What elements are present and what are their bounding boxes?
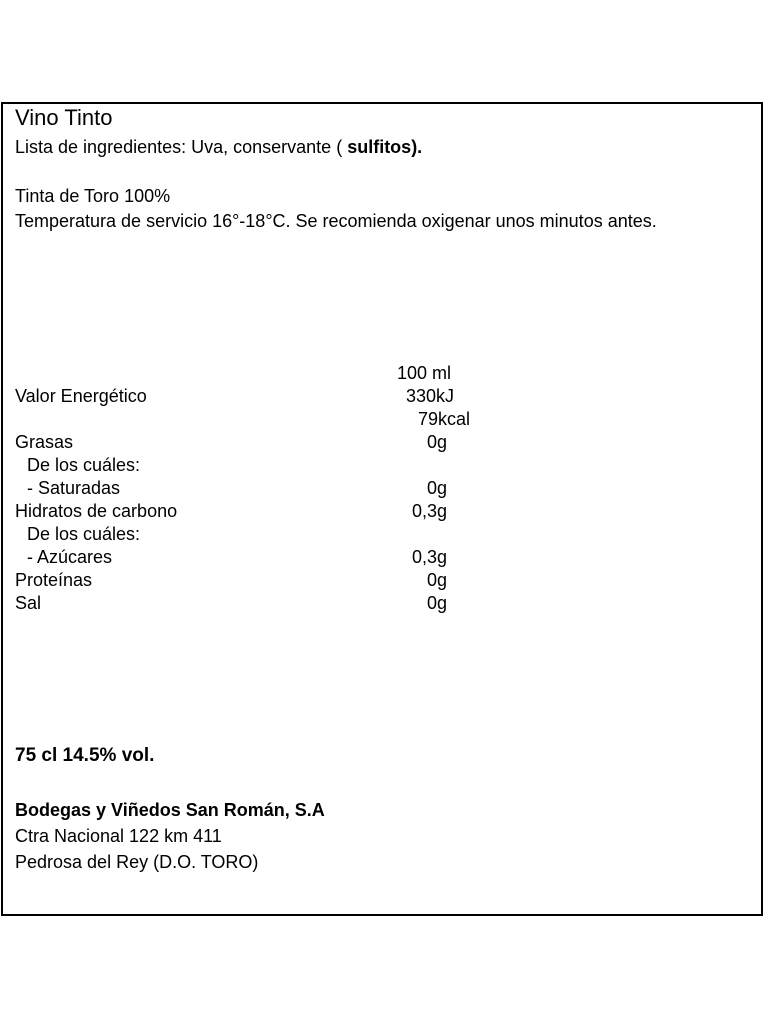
producer-address-line2: Pedrosa del Rey (D.O. TORO) <box>15 852 259 872</box>
nutrient-label: De los cuáles: <box>27 455 141 475</box>
nutrient-value: 0g <box>427 432 448 452</box>
energy-label: Valor Energético <box>15 386 147 406</box>
nutrient-label: Proteínas <box>15 570 93 590</box>
nutrient-value: 0g <box>427 593 448 613</box>
nutrient-value: 0g <box>427 570 448 590</box>
energy-kcal-value: 79kcal <box>418 409 471 429</box>
nutrient-label: Sal <box>15 593 42 613</box>
grape-variety: Tinta de Toro 100% <box>15 186 171 206</box>
nutrition-per-label: 100 ml <box>397 363 452 383</box>
nutrient-value: 0,3g <box>412 547 448 567</box>
volume-and-abv: 75 cl 14.5% vol. <box>15 745 155 766</box>
allergen-text: sulfitos). <box>347 137 423 157</box>
nutrient-value: 0,3g <box>412 501 448 521</box>
nutrient-value: 0g <box>427 478 448 498</box>
nutrient-label: De los cuáles: <box>27 524 141 544</box>
serving-instructions: Temperatura de servicio 16°-18°C. Se recomienda oxigenar unos minutos antes. <box>15 211 657 231</box>
ingredients-line <box>15 136 422 158</box>
producer-name: Bodegas y Viñedos San Román, S.A <box>15 800 325 820</box>
nutrient-label: - Saturadas <box>27 478 121 498</box>
product-title: Vino Tinto <box>15 105 113 130</box>
nutrient-label: - Azúcares <box>27 547 113 567</box>
nutrient-label: Hidratos de carbono <box>15 501 178 521</box>
nutrient-label: Grasas <box>15 432 74 452</box>
ingredients-text: Lista de ingredientes: Uva, conservante ( <box>15 137 348 157</box>
producer-address-line1: Ctra Nacional 122 km 411 <box>15 826 222 846</box>
energy-kj-value: 330kJ <box>406 386 455 406</box>
